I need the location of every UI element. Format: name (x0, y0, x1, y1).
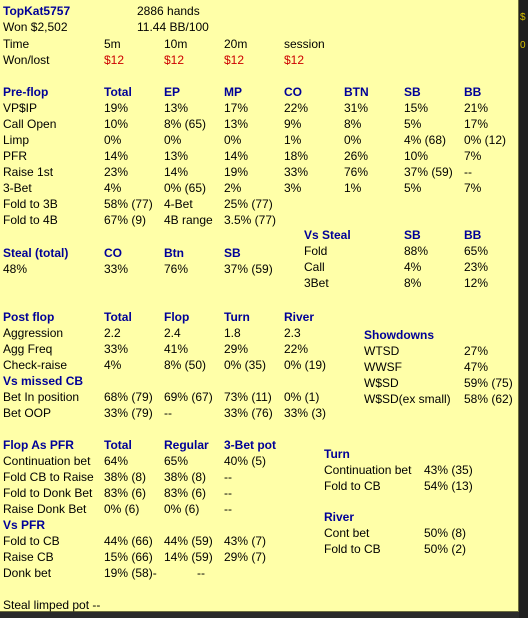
stat-value: 37% (59) (404, 165, 453, 179)
section-vs-steal: Vs Steal (304, 228, 351, 242)
stat-value: 0% (164, 133, 182, 147)
stat-label: Bet In position (3, 390, 80, 404)
stat-value: 76% (344, 165, 369, 179)
stat-value: 14% (104, 149, 129, 163)
stat-value: 19% (224, 165, 249, 179)
stat-value: 0% (65) (164, 181, 207, 195)
stat-label: Fold to 4B (3, 213, 58, 227)
stat-value: -- (464, 165, 472, 179)
stat-value: 65% (464, 244, 489, 258)
stat-value: 43% (35) (424, 463, 473, 477)
stat-value: 0% (6) (104, 502, 140, 516)
stat-value: 33% (79) (104, 406, 153, 420)
stat-value: 67% (9) (104, 213, 147, 227)
stat-label: 4B range (164, 213, 213, 227)
stat-value: 58% (62) (464, 392, 513, 406)
stat-value: 0% (35) (224, 358, 267, 372)
stat-value: 73% (11) (224, 390, 272, 404)
stat-value: 17% (224, 101, 249, 115)
stat-value: 26% (344, 149, 369, 163)
column-header: BB (464, 228, 482, 242)
stat-value: 4% (404, 260, 422, 274)
stat-label: 4-Bet (164, 197, 193, 211)
stat-value: 76% (164, 262, 189, 276)
stat-value: 29% (7) (224, 550, 267, 564)
stat-value: 37% (59) (224, 262, 273, 276)
stat-value: 4% (68) (404, 133, 447, 147)
period-10m: 10m (164, 37, 188, 51)
wonlost-value: $12 (224, 53, 245, 67)
stat-value: 8% (65) (164, 117, 207, 131)
section-preflop: Pre-flop (3, 85, 49, 99)
column-header: SB (404, 85, 421, 99)
stat-value: 15% (404, 101, 429, 115)
stat-label: Continuation bet (324, 463, 412, 477)
stat-label: WWSF (364, 360, 402, 374)
player-name: TopKat5757 (3, 4, 71, 18)
stat-value: 40% (5) (224, 454, 267, 468)
stat-value: 1% (344, 181, 362, 195)
stat-value: 43% (7) (224, 534, 267, 548)
column-header: Btn (164, 246, 184, 260)
section-flop-as-pfr: Flop As PFR (3, 438, 74, 452)
stat-value: 2.3 (284, 326, 301, 340)
stat-value: 1.8 (224, 326, 241, 340)
column-header: MP (224, 85, 242, 99)
column-header: BTN (344, 85, 369, 99)
column-header: River (284, 310, 315, 324)
column-header: Turn (224, 310, 250, 324)
column-header: BB (464, 85, 482, 99)
period-20m: 20m (224, 37, 248, 51)
column-header: 3-Bet pot (224, 438, 276, 452)
stat-value: 0% (1) (284, 390, 320, 404)
stat-label: W$SD(ex small) (364, 392, 451, 406)
stat-value: 44% (59) (164, 534, 213, 548)
table-edge-text: $ (520, 12, 526, 23)
won-amount: Won $2,502 (3, 20, 68, 34)
stat-value: 14% (224, 149, 249, 163)
bb-rate: 11.44 BB/100 (137, 20, 209, 34)
stat-value: 4% (104, 358, 122, 372)
stat-label: Fold to 3B (3, 197, 58, 211)
stat-label: Aggression (3, 326, 64, 340)
stat-value: 0% (12) (464, 133, 507, 147)
stat-value: 27% (464, 344, 489, 358)
section-vs-missed-cb: Vs missed CB (3, 374, 84, 388)
stat-label: Limp (3, 133, 30, 147)
wonlost-label: Won/lost (3, 53, 50, 67)
stat-value: 22% (284, 101, 309, 115)
stat-value: -- (224, 502, 232, 516)
stat-value: 83% (6) (164, 486, 207, 500)
stat-value: 15% (66) (104, 550, 153, 564)
wonlost-value: $12 (284, 53, 305, 67)
stat-label: 3-Bet (3, 181, 32, 195)
stat-value: 8% (50) (164, 358, 207, 372)
stat-value: 18% (284, 149, 309, 163)
stat-value: 38% (8) (164, 470, 207, 484)
stat-label: PFR (3, 149, 27, 163)
column-header: Flop (164, 310, 190, 324)
section-vs-pfr: Vs PFR (3, 518, 46, 532)
stat-value: 50% (2) (424, 542, 467, 556)
stat-value: -- (197, 566, 205, 580)
table-edge-text: 0 (520, 40, 526, 51)
stat-value: 2.4 (164, 326, 181, 340)
stat-value: 0% (224, 133, 242, 147)
stat-value: 47% (464, 360, 489, 374)
stat-label: Raise 1st (3, 165, 54, 179)
stat-value: 38% (8) (104, 470, 147, 484)
stat-value: 13% (164, 101, 189, 115)
stat-label: Fold (304, 244, 328, 258)
column-header: CO (284, 85, 302, 99)
stat-value: 3% (284, 181, 302, 195)
section-steal: Steal (total) (3, 246, 69, 260)
stat-value: 88% (404, 244, 429, 258)
table-background-strip (519, 0, 528, 618)
column-header: SB (224, 246, 241, 260)
stat-value: 50% (8) (424, 526, 467, 540)
stat-label: Check-raise (3, 358, 68, 372)
stat-value: 0% (19) (284, 358, 327, 372)
stat-value: 1% (284, 133, 302, 147)
stat-value: 12% (464, 276, 489, 290)
stat-label: Fold to CB (3, 534, 60, 548)
period-5m: 5m (104, 37, 121, 51)
stat-label: Raise Donk Bet (3, 502, 87, 516)
stat-value: 17% (464, 117, 489, 131)
stat-value: 31% (344, 101, 369, 115)
stat-value: 23% (104, 165, 129, 179)
stat-value: 2% (224, 181, 242, 195)
column-header: EP (164, 85, 181, 99)
stat-value: -- (164, 406, 172, 420)
column-header: Total (104, 310, 132, 324)
stat-label: WTSD (364, 344, 400, 358)
stat-value: 14% (164, 165, 189, 179)
stat-label: W$SD (364, 376, 399, 390)
stat-value: 25% (77) (224, 197, 273, 211)
stat-label: Fold to CB (324, 479, 381, 493)
stat-label: VP$IP (3, 101, 38, 115)
stat-label: Continuation bet (3, 454, 91, 468)
stat-label: 3Bet (304, 276, 329, 290)
wonlost-value: $12 (104, 53, 125, 67)
stat-label: Fold CB to Raise (3, 470, 94, 484)
stat-value: 33% (104, 342, 129, 356)
stat-value: 44% (66) (104, 534, 153, 548)
section-postflop: Post flop (3, 310, 55, 324)
stat-value: 33% (3) (284, 406, 327, 420)
stat-label: Cont bet (324, 526, 370, 540)
stat-value: 33% (284, 165, 309, 179)
column-header: SB (404, 228, 421, 242)
stat-value: 0% (104, 133, 122, 147)
column-header: CO (104, 246, 122, 260)
stat-label: Fold to CB (324, 542, 381, 556)
stat-label: Donk bet (3, 566, 52, 580)
stat-value: 29% (224, 342, 249, 356)
stat-label: Fold to Donk Bet (3, 486, 93, 500)
stat-value: 33% (104, 262, 129, 276)
stat-value: 10% (404, 149, 429, 163)
stat-value: 19% (58)- (104, 566, 157, 580)
stat-value: 8% (404, 276, 422, 290)
stat-value: 13% (164, 149, 189, 163)
stat-value: 2.2 (104, 326, 121, 340)
stat-value: 3.5% (77) (224, 213, 277, 227)
stat-value: 68% (79) (104, 390, 153, 404)
stat-value: 22% (284, 342, 309, 356)
stat-value: 83% (6) (104, 486, 147, 500)
stat-value: 14% (59) (164, 550, 213, 564)
stat-label: Call (304, 260, 325, 274)
stat-value: 21% (464, 101, 489, 115)
stat-value: 4% (104, 181, 122, 195)
stat-value: 0% (344, 133, 362, 147)
stat-value: 65% (164, 454, 189, 468)
stat-value: 9% (284, 117, 302, 131)
stat-label: Agg Freq (3, 342, 53, 356)
stat-value: 5% (404, 181, 422, 195)
section-showdowns: Showdowns (364, 328, 434, 342)
hands-count: 2886 hands (137, 4, 200, 18)
column-header: Total (104, 438, 132, 452)
stat-value: 7% (464, 149, 482, 163)
stat-label: Bet OOP (3, 406, 52, 420)
stat-value: -- (224, 486, 232, 500)
stat-value: 54% (13) (424, 479, 473, 493)
stat-value: 10% (104, 117, 129, 131)
stat-value: 0% (6) (164, 502, 200, 516)
time-label: Time (3, 37, 30, 51)
stat-value: 19% (104, 101, 129, 115)
section-turn: Turn (324, 447, 350, 461)
stat-value: 64% (104, 454, 129, 468)
column-header: Total (104, 85, 132, 99)
stat-value: 33% (76) (224, 406, 273, 420)
stat-value: 5% (404, 117, 422, 131)
stat-value: 69% (67) (164, 390, 213, 404)
stat-value: 8% (344, 117, 362, 131)
stat-value: 7% (464, 181, 482, 195)
steal-limped-pot: Steal limped pot -- (3, 598, 101, 612)
section-river: River (324, 510, 355, 524)
stat-value: 13% (224, 117, 249, 131)
wonlost-value: $12 (164, 53, 185, 67)
stat-label: Call Open (3, 117, 57, 131)
stat-value: 23% (464, 260, 489, 274)
stat-label: Raise CB (3, 550, 54, 564)
stat-value: 48% (3, 262, 28, 276)
period-session: session (284, 37, 325, 51)
column-header: Regular (164, 438, 209, 452)
stat-value: -- (224, 470, 232, 484)
stat-value: 59% (75) (464, 376, 513, 390)
stat-value: 41% (164, 342, 189, 356)
stat-value: 58% (77) (104, 197, 153, 211)
